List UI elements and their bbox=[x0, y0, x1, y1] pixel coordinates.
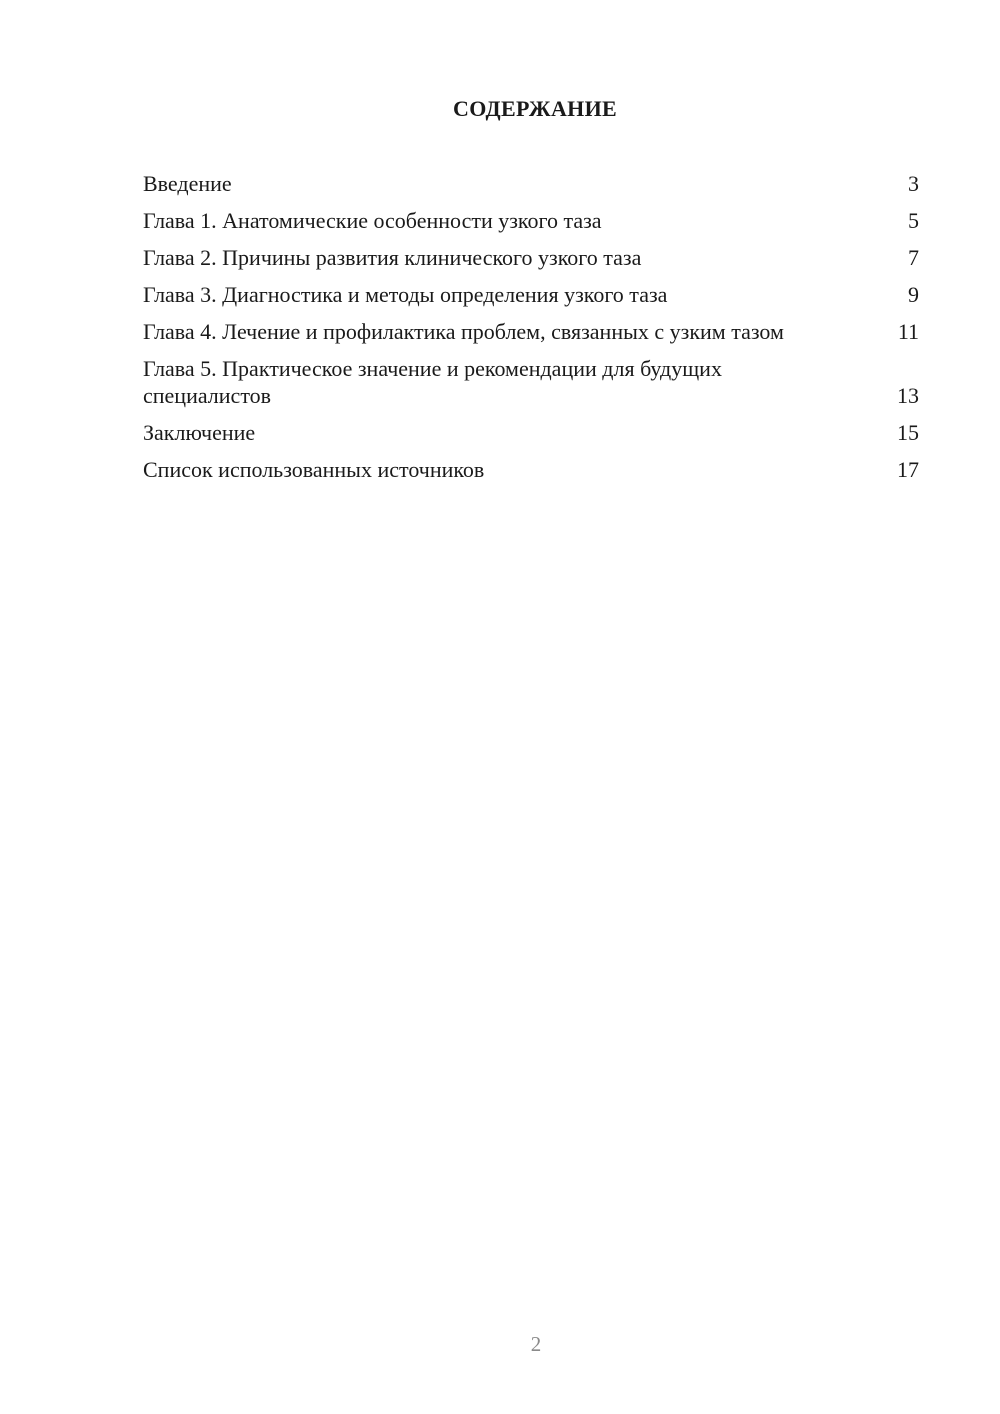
toc-entry-chapter-1[interactable] bbox=[143, 207, 919, 234]
toc-entry-page: 15 bbox=[897, 420, 919, 445]
toc-entry-label: Глава 4. Лечение и профилактика проблем, связанных с узким тазом bbox=[143, 319, 784, 344]
toc-entry-label: Введение bbox=[143, 171, 232, 196]
toc-entry-references[interactable] bbox=[143, 456, 919, 483]
toc-entry-label: Глава 3. Диагностика и методы определения узкого таза bbox=[143, 282, 668, 307]
toc-entry-chapter-5[interactable] bbox=[143, 355, 919, 409]
toc-entry-conclusion[interactable] bbox=[143, 419, 919, 446]
toc-entry-page: 9 bbox=[908, 282, 919, 307]
toc-entry-page: 11 bbox=[897, 319, 919, 344]
toc-entry-label: Заключение bbox=[143, 420, 256, 445]
toc-entry-label: Список использованных источников bbox=[143, 457, 485, 482]
table-of-contents bbox=[143, 170, 919, 493]
toc-entry-chapter-3[interactable] bbox=[143, 281, 919, 308]
toc-entry-page: 13 bbox=[897, 383, 919, 408]
toc-entry-page: 5 bbox=[908, 208, 919, 233]
page-number: 2 bbox=[530, 1332, 542, 1356]
toc-entry-label: Глава 1. Анатомические особенности узкого таза bbox=[143, 208, 602, 233]
toc-entry-label: Глава 5. Практическое значение и рекомендации для будущих специалистов bbox=[143, 356, 722, 408]
toc-entry-chapter-2[interactable] bbox=[143, 244, 919, 271]
toc-entry-label: Глава 2. Причины развития клинического узкого таза bbox=[143, 245, 642, 270]
toc-title: СОДЕРЖАНИЕ bbox=[453, 96, 617, 121]
toc-entry-chapter-4[interactable] bbox=[143, 318, 919, 345]
toc-entry-page: 17 bbox=[897, 457, 919, 482]
toc-entry-introduction[interactable] bbox=[143, 170, 919, 197]
toc-entry-page: 3 bbox=[908, 171, 919, 196]
toc-entry-page: 7 bbox=[908, 245, 919, 270]
